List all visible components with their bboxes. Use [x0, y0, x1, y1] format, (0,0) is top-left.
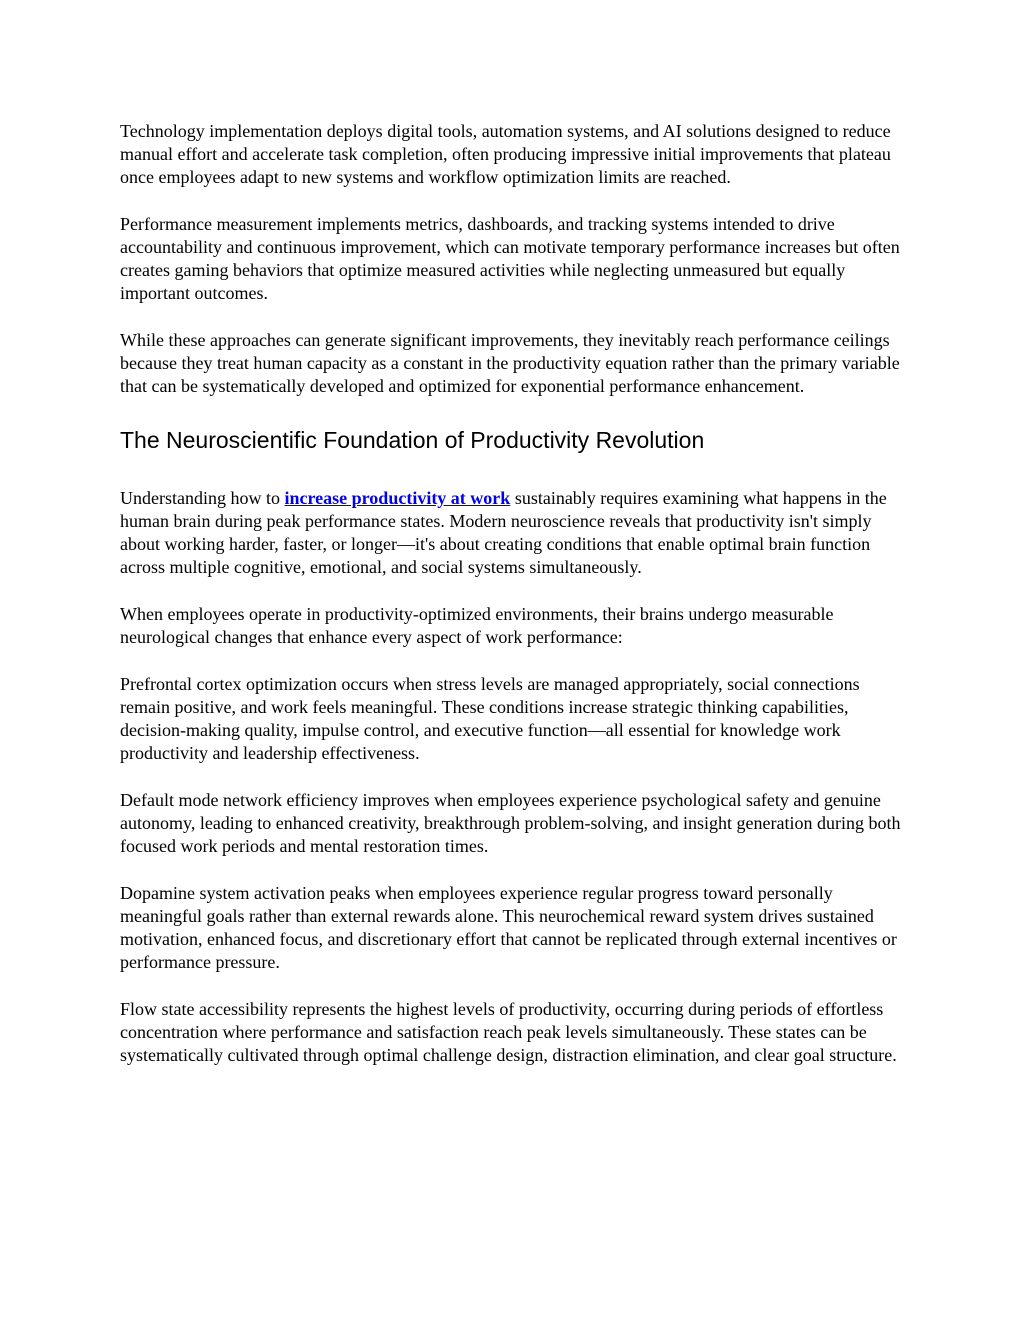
increase-productivity-link[interactable]: increase productivity at work	[284, 488, 511, 508]
paragraph-flow-state: Flow state accessibility represents the highest levels of productivity, occurring during periods of effortless concentration where performance and satisfaction reach peak levels simultaneously. These states can be systematically cultivated through optimal challenge design, distraction elimination, and clear goal structure.	[120, 999, 897, 1065]
paragraph-performance-measurement: Performance measurement implements metrics, dashboards, and tracking systems intended to drive accountability and continuous improvement, which can motivate temporary performance increases but often creates gaming behaviors that optimize measured activities while neglecting unmeasured but equally important outcomes.	[120, 214, 900, 303]
section-heading: The Neuroscientific Foundation of Productivity Revolution	[120, 427, 705, 453]
paragraph-technology-implementation: Technology implementation deploys digital tools, automation systems, and AI solutions designed to reduce manual effort and accelerate task completion, often producing impressive initial improvements that plateau once employees adapt to new systems and workflow optimization limits are reached.	[120, 121, 891, 187]
paragraph-prefrontal-cortex: Prefrontal cortex optimization occurs when stress levels are managed appropriately, social connections remain positive, and work feels meaningful. These conditions increase strategic thinking capabilities, decision-making quality, impulse control, and executive function—all essential for knowledge work productivity and leadership effectiveness.	[120, 674, 860, 763]
paragraph-default-mode-network: Default mode network efficiency improves when employees experience psychological safety and genuine autonomy, leading to enhanced creativity, breakthrough problem-solving, and insight generation during both focused work periods and mental restoration times.	[120, 790, 901, 856]
link-paragraph-lead-text: Understanding how to	[120, 488, 285, 508]
link-paragraph-trail-text: sustainably requires examining what happens in the human brain during peak performance states. Modern neuroscience reveals that productivity isn't simply about working harder, faster, or longer—it's about creating conditions that enable optimal brain function across multiple cognitive, emotional, and social systems simultaneously.	[120, 488, 887, 577]
paragraph-dopamine-system: Dopamine system activation peaks when employees experience regular progress toward personally meaningful goals rather than external rewards alone. This neurochemical reward system drives sustained motivation, enhanced focus, and discretionary effort that cannot be replicated through external incentives or performance pressure.	[120, 883, 897, 972]
document-body	[120, 120, 905, 1067]
paragraph-performance-ceilings: While these approaches can generate significant improvements, they inevitably reach performance ceilings because they treat human capacity as a constant in the productivity equation rather than the primary variable that can be systematically developed and optimized for exponential performance enhancement.	[120, 330, 900, 396]
paragraph-with-link	[120, 487, 905, 579]
paragraph-neurological-changes: When employees operate in productivity-optimized environments, their brains undergo measurable neurological changes that enhance every aspect of work performance:	[120, 604, 834, 647]
